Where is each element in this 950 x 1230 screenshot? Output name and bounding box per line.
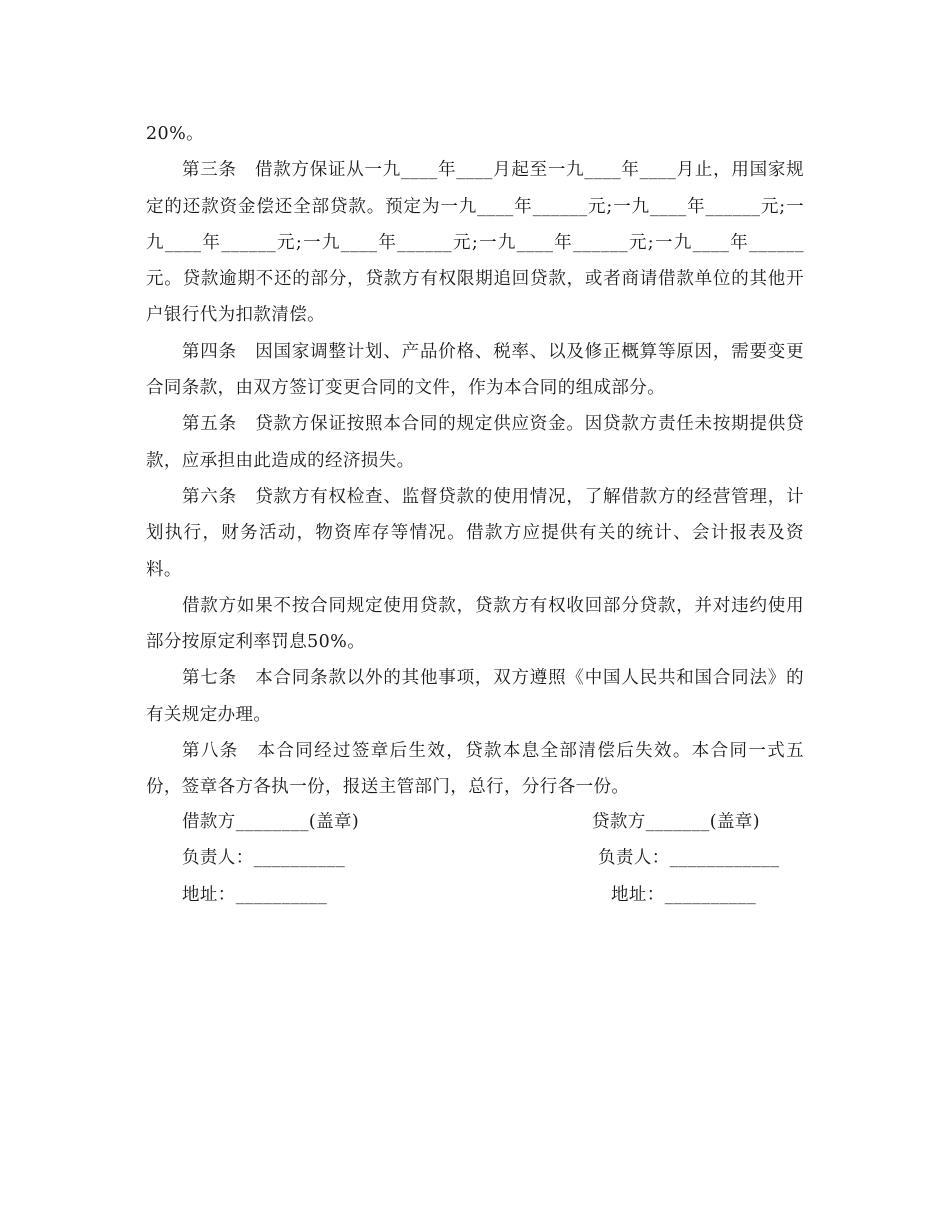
paragraph-article-5: 第五条 贷款方保证按照本合同的规定供应资金。因贷款方责任未按期提供贷款，应承担由此造成的经济损失。 (146, 414, 804, 471)
paragraph-article-6-penalty: 借款方如果不按合同规定使用贷款，贷款方有权收回部分贷款，并对违约使用部分按原定利率罚息50%。 (146, 595, 804, 653)
paragraph-continuation: 20%。 (146, 124, 204, 144)
paragraph-article-4: 第四条 因国家调整计划、产品价格、税率、以及修正概算等原因，需要变更合同条款，由双方签订变更合同的文件，作为本合同的组成部分。 (146, 341, 804, 399)
contract-body (146, 116, 804, 806)
borrower-address-line: 地址：__________ (182, 885, 328, 905)
paragraph-article-7: 第七条 本合同条款以外的其他事项，双方遵照《中国人民共和国合同法》的有关规定办理。 (146, 668, 804, 725)
lender-manager-line: 负责人：____________ (598, 848, 780, 868)
paragraph-article-3: 第三条 借款方保证从一九____年____月起至一九____年____月止，用国家规定的还款资金偿还全部贷款。预定为一九____年______元;一九____年______元;一九____年______元;一九____年______元;一九____年______元;一九____年______元。贷款逾期不还的部分，贷款方有权限期追回贷款，或者商请借款单位的其他开户银行代为扣款清偿。 (146, 160, 804, 326)
borrower-signature-line: 借款方________(盖章) (182, 812, 360, 832)
paragraph-article-8: 第八条 本合同经过签章后生效，贷款本息全部清偿后失效。本合同一式五份，签章各方各执一份，报送主管部门，总行，分行各一份。 (146, 741, 804, 798)
borrower-manager-line: 负责人：__________ (182, 848, 346, 868)
paragraph-article-6: 第六条 贷款方有权检查、监督贷款的使用情况，了解借款方的经营管理，计划执行，财务活动，物资库存等情况。借款方应提供有关的统计、会计报表及资料。 (146, 486, 804, 580)
lender-address-line: 地址：__________ (611, 885, 757, 905)
lender-signature-line: 贷款方_______(盖章) (592, 812, 761, 832)
